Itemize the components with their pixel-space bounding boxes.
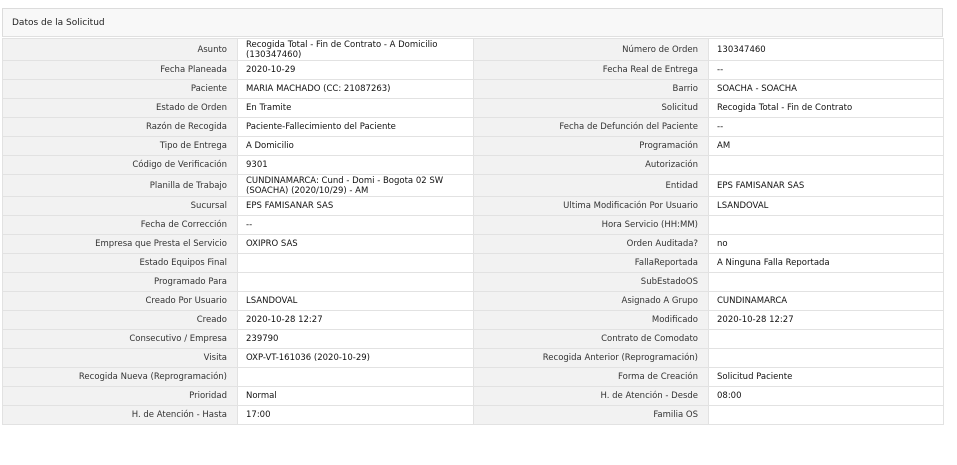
field-label: Recogida Anterior (Reprogramación) (474, 349, 709, 368)
field-label: Creado (3, 311, 238, 330)
field-label: Entidad (474, 175, 709, 197)
table-row (3, 39, 944, 61)
field-label: Prioridad (3, 387, 238, 406)
table-row (3, 156, 944, 175)
field-value: CUNDINAMARCA: Cund - Domi - Bogota 02 SW (SOACHA) (2020/10/29) - AM (238, 175, 474, 197)
panel-title: Datos de la Solicitud (2, 8, 943, 37)
field-value: A Domicilio (238, 137, 474, 156)
field-label: Paciente (3, 80, 238, 99)
field-value: Normal (238, 387, 474, 406)
field-label: Orden Auditada? (474, 235, 709, 254)
field-label: Número de Orden (474, 39, 709, 61)
field-value: 2020-10-29 (238, 61, 474, 80)
table-row (3, 387, 944, 406)
field-label: Programación (474, 137, 709, 156)
field-value: SOACHA - SOACHA (709, 80, 944, 99)
field-label: Visita (3, 349, 238, 368)
table-row (3, 197, 944, 216)
field-label: Estado de Orden (3, 99, 238, 118)
table-row (3, 368, 944, 387)
field-label: FallaReportada (474, 254, 709, 273)
table-row (3, 99, 944, 118)
field-value: Recogida Total - Fin de Contrato (709, 99, 944, 118)
field-label: Autorización (474, 156, 709, 175)
table-row (3, 292, 944, 311)
field-label: H. de Atención - Hasta (3, 406, 238, 425)
field-label: Modificado (474, 311, 709, 330)
field-value: Paciente-Fallecimiento del Paciente (238, 118, 474, 137)
field-label: Programado Para (3, 273, 238, 292)
field-value: Recogida Total - Fin de Contrato - A Domicilio (130347460) (238, 39, 474, 61)
field-value: A Ninguna Falla Reportada (709, 254, 944, 273)
request-details-panel (2, 8, 943, 458)
field-value: 130347460 (709, 39, 944, 61)
field-label: Asunto (3, 39, 238, 61)
table-row (3, 80, 944, 99)
field-value (709, 156, 944, 175)
field-label: Hora Servicio (HH:MM) (474, 216, 709, 235)
field-value: MARIA MACHADO (CC: 21087263) (238, 80, 474, 99)
field-label: H. de Atención - Desde (474, 387, 709, 406)
field-label: Barrio (474, 80, 709, 99)
field-label: Código de Verificación (3, 156, 238, 175)
field-label: Solicitud (474, 99, 709, 118)
request-details-table (2, 38, 944, 425)
field-value: 239790 (238, 330, 474, 349)
field-value: OXP-VT-161036 (2020-10-29) (238, 349, 474, 368)
field-label: Empresa que Presta el Servicio (3, 235, 238, 254)
field-label: Creado Por Usuario (3, 292, 238, 311)
field-label: Asignado A Grupo (474, 292, 709, 311)
field-value: 9301 (238, 156, 474, 175)
table-row (3, 349, 944, 368)
field-label: Estado Equipos Final (3, 254, 238, 273)
field-value: En Tramite (238, 99, 474, 118)
field-label: Ultima Modificación Por Usuario (474, 197, 709, 216)
field-value (238, 254, 474, 273)
field-value: -- (709, 118, 944, 137)
table-row (3, 330, 944, 349)
field-value (709, 330, 944, 349)
field-label: Fecha de Corrección (3, 216, 238, 235)
field-value (709, 273, 944, 292)
field-value: Solicitud Paciente (709, 368, 944, 387)
field-label: Contrato de Comodato (474, 330, 709, 349)
field-label: Forma de Creación (474, 368, 709, 387)
field-value (709, 216, 944, 235)
field-value: -- (238, 216, 474, 235)
field-value: OXIPRO SAS (238, 235, 474, 254)
field-value: EPS FAMISANAR SAS (238, 197, 474, 216)
table-row (3, 273, 944, 292)
field-label: Tipo de Entrega (3, 137, 238, 156)
table-row (3, 175, 944, 197)
field-label: Razón de Recogida (3, 118, 238, 137)
field-value: EPS FAMISANAR SAS (709, 175, 944, 197)
table-row (3, 406, 944, 425)
field-label: Sucursal (3, 197, 238, 216)
field-label: Planilla de Trabajo (3, 175, 238, 197)
table-row (3, 216, 944, 235)
field-value: 17:00 (238, 406, 474, 425)
field-value: -- (709, 61, 944, 80)
field-value (709, 349, 944, 368)
field-label: Consecutivo / Empresa (3, 330, 238, 349)
table-row (3, 118, 944, 137)
field-value: 2020-10-28 12:27 (709, 311, 944, 330)
field-label: Fecha de Defunción del Paciente (474, 118, 709, 137)
field-value: LSANDOVAL (238, 292, 474, 311)
field-value (238, 273, 474, 292)
field-label: Recogida Nueva (Reprogramación) (3, 368, 238, 387)
table-row (3, 137, 944, 156)
table-row (3, 235, 944, 254)
table-row (3, 254, 944, 273)
field-value: LSANDOVAL (709, 197, 944, 216)
field-value (709, 406, 944, 425)
table-row (3, 61, 944, 80)
field-label: Fecha Real de Entrega (474, 61, 709, 80)
field-value: AM (709, 137, 944, 156)
table-row (3, 311, 944, 330)
field-value: no (709, 235, 944, 254)
field-value (238, 368, 474, 387)
field-label: Familia OS (474, 406, 709, 425)
field-label: SubEstadoOS (474, 273, 709, 292)
field-value: 08:00 (709, 387, 944, 406)
field-value: 2020-10-28 12:27 (238, 311, 474, 330)
field-value: CUNDINAMARCA (709, 292, 944, 311)
field-label: Fecha Planeada (3, 61, 238, 80)
